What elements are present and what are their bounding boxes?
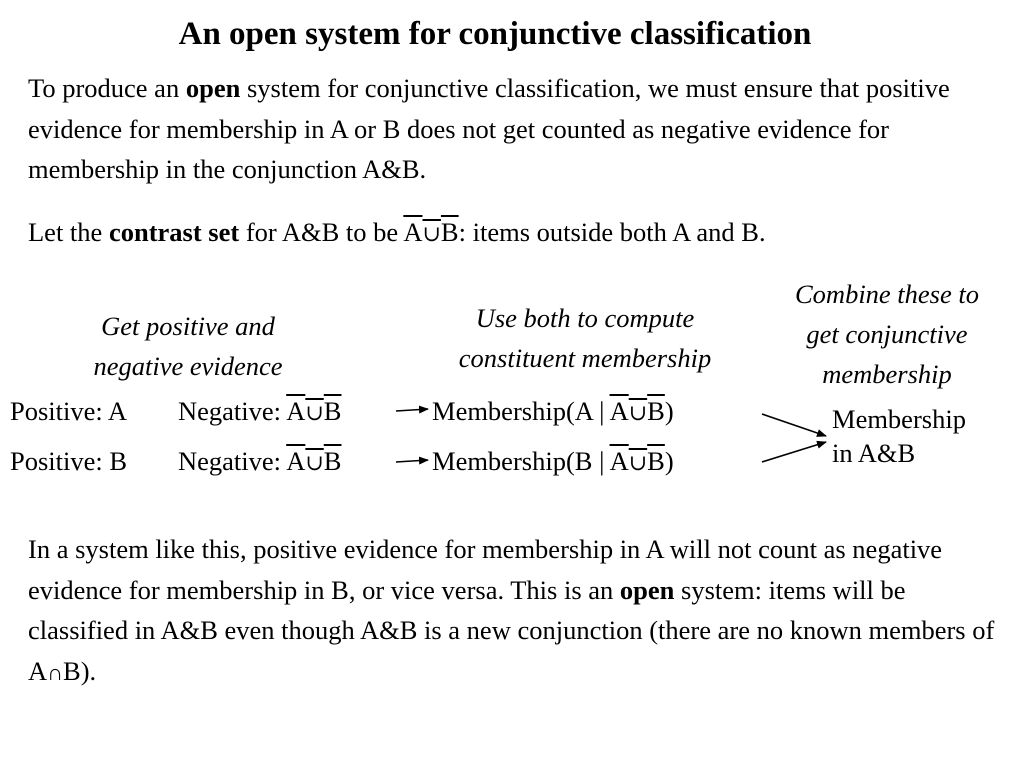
membership-b: Membership(B | A∪B)	[432, 446, 674, 476]
negative-evidence-b: Negative: A∪B	[178, 446, 342, 476]
page-title: An open system for conjunctive classification	[178, 16, 812, 52]
compute-column-header: Use both to compute constituent membership	[458, 303, 712, 373]
arrow-membership-b-to-result	[762, 442, 826, 462]
positive-evidence-a: Positive: A	[10, 396, 128, 426]
arrow-a-to-membership	[396, 409, 428, 411]
conjunctive-membership-result: Membership in A&B	[832, 404, 966, 468]
positive-evidence-b: Positive: B	[10, 446, 128, 476]
contrast-set-expression: A∪B	[403, 217, 459, 247]
contrast-set-paragraph: Let the contrast set for A&B to be A∪B: items outside both A and B.	[28, 217, 766, 247]
conclusion-paragraph: In a system like this, positive evidence for membership in A will not count as negative evidence for membership in B, or vice versa. This is an open system: items will be classified in A&B even though A&B is a new conjunction (there are no known members of A∩B).	[28, 534, 995, 686]
combine-column-header: Combine these to get conjunctive membership	[795, 279, 979, 389]
membership-a: Membership(A | A∪B)	[432, 396, 674, 426]
arrow-membership-a-to-result	[762, 414, 826, 436]
intro-paragraph: To produce an open system for conjunctive classification, we must ensure that positive evidence for membership in A or B does not get counted as negative evidence for membership in the conjunction A&B.	[28, 73, 950, 184]
evidence-column-header: Get positive and negative evidence	[93, 311, 283, 381]
arrow-b-to-membership	[396, 460, 428, 462]
negative-evidence-a: Negative: A∪B	[178, 396, 342, 426]
